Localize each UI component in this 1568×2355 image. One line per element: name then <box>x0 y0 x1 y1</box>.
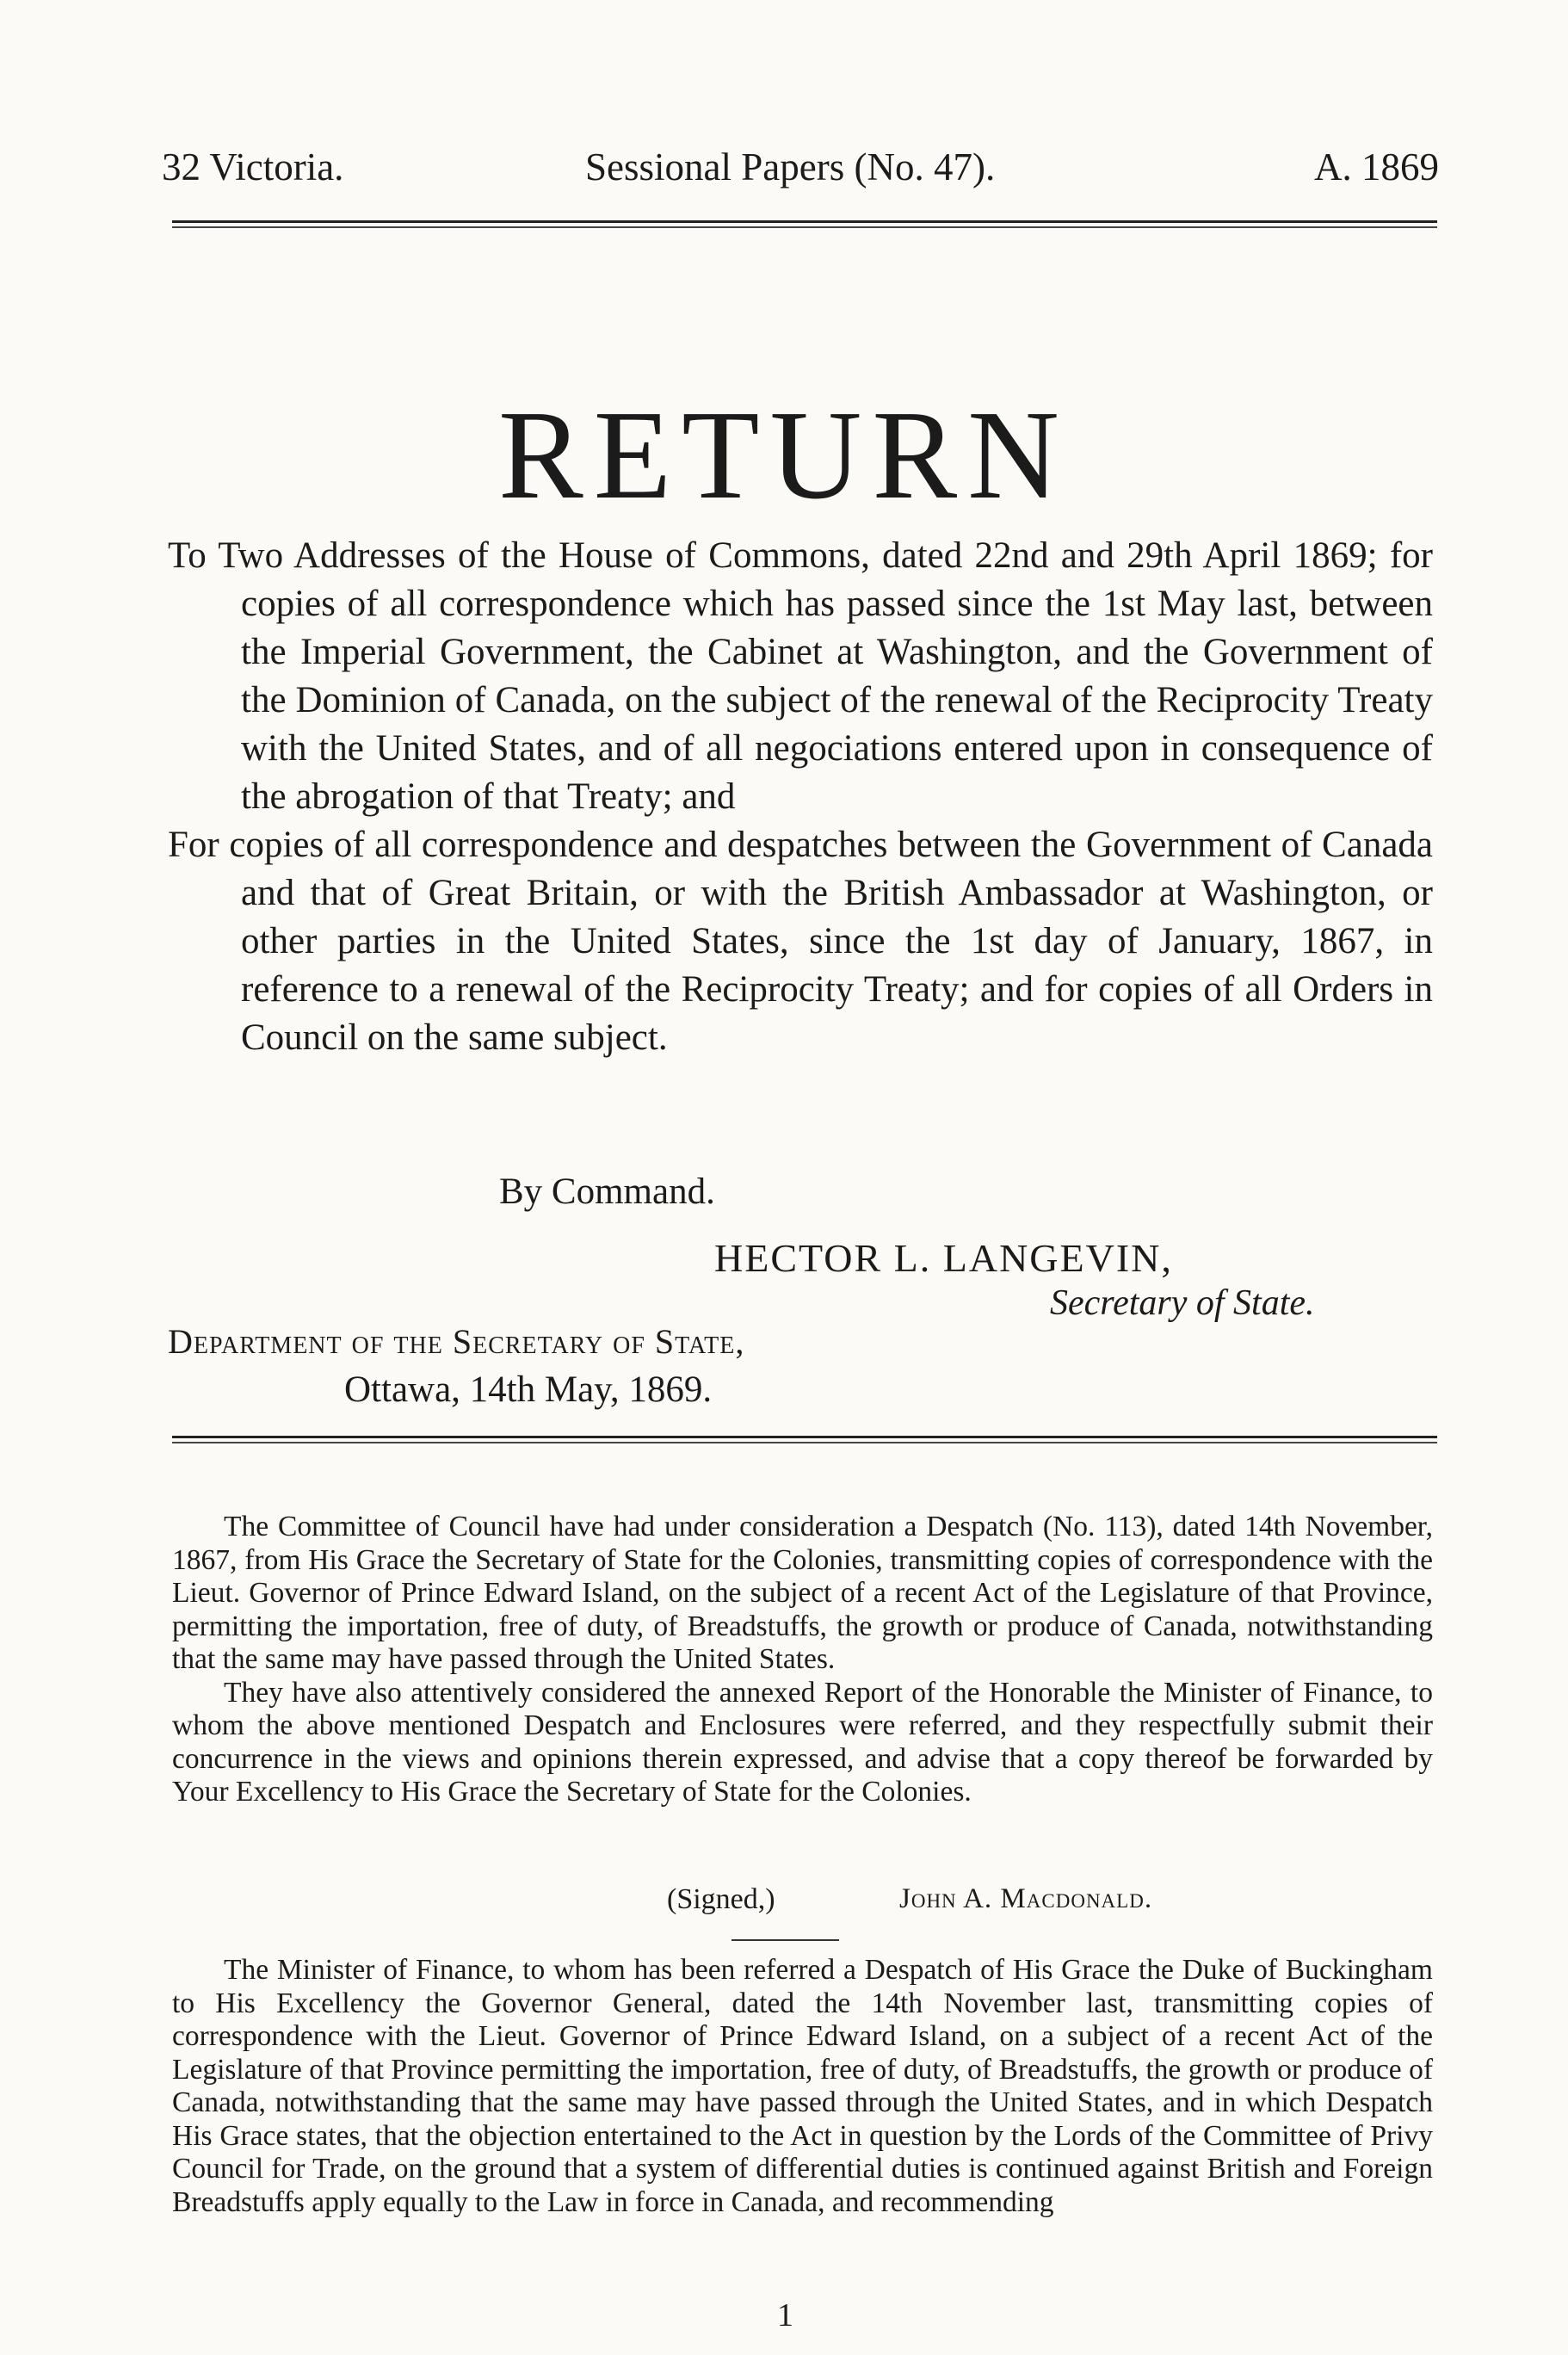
address-block <box>168 532 1433 1062</box>
body-paragraph-1: The Committee of Council have had under consideration a Despatch (No. 113), dated 14th November, 1867, from His Grace the Secretary of State for the Colonies, transmitting copies of correspondence with the Lieut. Governor of Prince Edward Island, on the subject of a recent Act of the Legislature of that Province, permitting the importation, free of duty, of Breadstuffs, the growth or produce of Canada, notwithstanding that the same may have passed through the United States. <box>172 1511 1433 1675</box>
short-divider <box>732 1939 839 1941</box>
signed-name: John A. Macdonald. <box>899 1883 1153 1914</box>
header-sessional-papers: Sessional Papers (No. 47). <box>585 145 996 189</box>
address-paragraph-2: For copies of all correspondence and despatches between the Government of Canada and that of Great Britain, or with the British Ambassador at Washington, or other parties in the United States, since the 1st day of January, 1867, in reference to a renewal of the Reciprocity Treaty; and for copies of all Orders in Council on the same subject. <box>168 825 1433 1058</box>
department-location-date: Ottawa, 14th May, 1869. <box>344 1369 713 1410</box>
council-minute <box>172 1511 1433 1809</box>
minister-report <box>172 1954 1433 2219</box>
signed-label: (Signed,) <box>667 1883 775 1915</box>
body-paragraph-2: They have also attentively considered the annexed Report of the Honorable the Minister of Finance, to whom the above mentioned Despatch and Enclosures were referred, and they respectfully submit their concurrence in the views and opinions therein expressed, and advise that a copy thereof be forwarded by Your Excellency to His Grace the Secretary of State for the Colonies. <box>172 1676 1433 1808</box>
signer-name: HECTOR L. LANGEVIN, <box>714 1236 1173 1280</box>
header-rule <box>172 220 1437 228</box>
header-regnal-year: 32 Victoria. <box>162 145 344 189</box>
signer-title: Secretary of State. <box>1050 1283 1315 1323</box>
address-paragraph-1: To Two Addresses of the House of Commons, dated 22nd and 29th April 1869; for copies of all correspondence which has passed since the 1st May last, between the Imperial Government, the Cabinet at Washington, and the Government of the Dominion of Canada, on the subject of the renewal of the Reciprocity Treaty with the United States, and of all negociations entered upon in consequence of the abrogation of that Treaty; and <box>168 535 1433 817</box>
header-year: A. 1869 <box>1314 145 1439 189</box>
section-rule <box>172 1436 1437 1443</box>
page-number: 1 <box>777 2297 793 2333</box>
department-name: Department of the Secretary of State, <box>168 1322 745 1361</box>
by-command: By Command. <box>499 1171 715 1212</box>
document-title: RETURN <box>498 385 1070 526</box>
body-paragraph-3: The Minister of Finance, to whom has been referred a Despatch of His Grace the Duke of Buckingham to His Excellency the Governor General, dated the 14th November last, transmitting copies of correspondence with the Lieut. Governor of Prince Edward Island, on a subject of a recent Act of the Legislature of that Province permitting the importation, free of duty, of Breadstuffs, the growth or produce of Canada, notwithstanding that the same may have passed through the United States, and in which Despatch His Grace states, that the objection entertained to the Act in question by the Lords of the Committee of Privy Council for Trade, on the ground that a system of differential duties is continued against British and Foreign Breadstuffs apply equally to the Law in force in Canada, and recommending <box>172 1954 1433 2218</box>
